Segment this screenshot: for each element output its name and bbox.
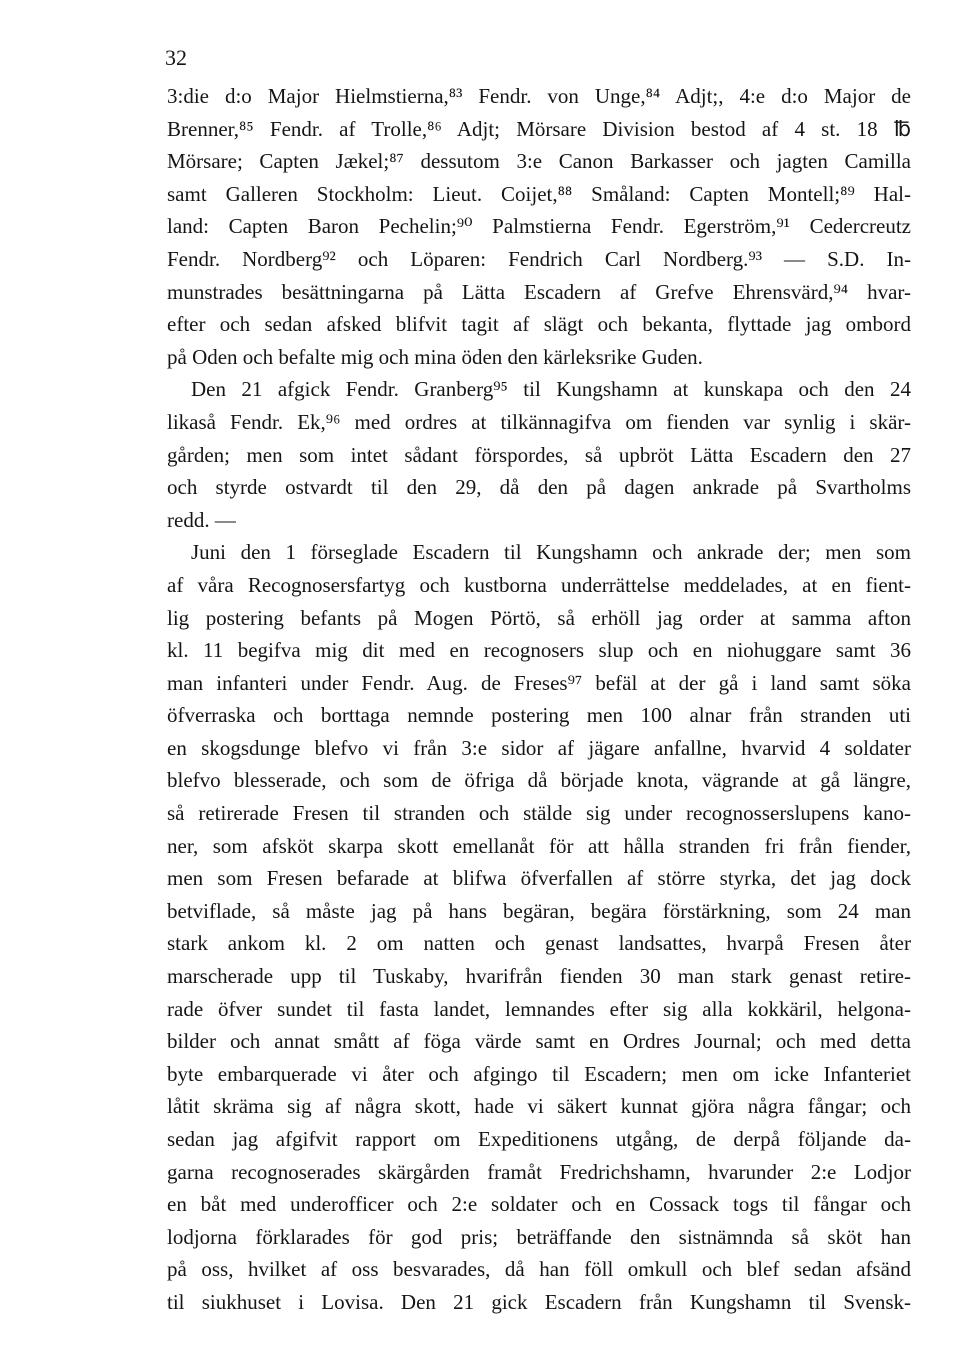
text-line: så retirerade Fresen til stranden och stälde sig under recognosserslupens kano- — [167, 801, 911, 826]
body-text — [167, 80, 911, 1319]
text-line: stark ankom kl. 2 om natten och genast landsattes, hvarpå Fresen åter — [167, 931, 911, 956]
text-line: låtit skräma sig af några skott, hade vi säkert kunnat gjöra några fångar; och — [167, 1094, 911, 1119]
text-line: likaså Fendr. Ek,⁹⁶ med ordres at tilkännagifva om fienden var synlig i skär- — [167, 409, 911, 434]
text-line: af våra Recognosersfartyg och kustborna underrättelse meddelades, at en fient- — [167, 572, 911, 597]
text-line: redd. — — [167, 507, 236, 532]
text-line: gården; men som intet sådant förspordes, så upbröt Lätta Escadern den 27 — [167, 442, 911, 467]
text-line: på Oden och befalte mig och mina öden den kärleksrike Guden. — [167, 344, 703, 369]
text-line: Brenner,⁸⁵ Fendr. af Trolle,⁸⁶ Adjt; Mörsare Division bestod af 4 st. 18 ℔ — [167, 116, 911, 141]
text-line: blefvo blesserade, och som de öfriga då började knota, vägrande at gå längre, — [167, 768, 911, 793]
text-line: Den 21 afgick Fendr. Granberg⁹⁵ til Kungshamn at kunskapa och den 24 — [191, 377, 911, 402]
text-line: en skogsdunge blefvo vi från 3:e sidor af jägare anfallne, hvarvid 4 soldater — [167, 735, 911, 760]
text-line: öfverraska och borttaga nemnde postering men 100 alnar från stranden uti — [167, 703, 911, 728]
text-line: bilder och annat smått af föga värde samt en Ordres Journal; och med detta — [167, 1029, 911, 1054]
text-line: efter och sedan afsked blifvit tagit af slägt och bekanta, flyttade jag ombord — [167, 312, 911, 337]
text-line: 3:die d:o Major Hielmstierna,⁸³ Fendr. von Unge,⁸⁴ Adjt;, 4:e d:o Major de — [167, 84, 911, 108]
page-number: 32 — [165, 45, 187, 70]
text-line: på oss, hvilket af oss besvarades, då han föll omkull och blef sedan afsänd — [167, 1257, 911, 1282]
text-line: kl. 11 begifva mig dit med en recognosers slup och en niohuggare samt 36 — [167, 638, 911, 663]
text-line: sedan jag afgifvit rapport om Expeditionens utgång, de derpå följande da- — [167, 1127, 911, 1151]
text-line: lodjorna förklarades för god pris; beträffande den sistnämnda så sköt han — [167, 1224, 911, 1249]
text-line: Mörsare; Capten Jækel;⁸⁷ dessutom 3:e Canon Barkasser och jagten Camilla — [167, 149, 911, 174]
text-line: en båt med underofficer och 2:e soldater och en Cossack togs til fångar och — [167, 1192, 911, 1217]
text-line: lig postering befants på Mogen Pörtö, så erhöll jag order at samma afton — [167, 605, 911, 630]
text-line: ner, som afsköt skarpa skott emellanåt för att hålla stranden fri från fiender, — [167, 833, 911, 858]
text-line: rade öfver sundet til fasta landet, lemnandes efter sig alla kokkäril, helgona- — [167, 996, 911, 1021]
text-line: man infanteri under Fendr. Aug. de Freses⁹⁷ befäl at der gå i land samt söka — [167, 670, 911, 695]
text-line: samt Galleren Stockholm: Lieut. Coijet,⁸⁸ Småland: Capten Montell;⁸⁹ Hal- — [167, 181, 911, 206]
text-line: land: Capten Baron Pechelin;⁹⁰ Palmstierna Fendr. Egerström,⁹¹ Cedercreutz — [167, 214, 911, 239]
text-line: men som Fresen befarade at blifwa öfverfallen af större styrka, det jag dock — [167, 866, 911, 891]
text-line: garna recognoserades skärgården framåt Fredrichshamn, hvarunder 2:e Lodjor — [167, 1159, 911, 1184]
text-line: betviflade, så måste jag på hans begäran, begära förstärkning, som 24 man — [167, 898, 911, 923]
text-line: til siukhuset i Lovisa. Den 21 gick Escadern från Kungshamn til Svensk- — [167, 1289, 911, 1314]
text-line: marscherade upp til Tuskaby, hvarifrån fienden 30 man stark genast retire- — [167, 964, 911, 989]
text-line: Juni den 1 förseglade Escadern til Kungshamn och ankrade der; men som — [191, 540, 911, 565]
text-line: och styrde ostvardt til den 29, då den på dagen ankrade på Svartholms — [167, 475, 911, 500]
text-line: munstrades besättningarna på Lätta Escadern af Grefve Ehrensvärd,⁹⁴ hvar- — [167, 279, 911, 304]
text-line: Fendr. Nordberg⁹² och Löparen: Fendrich Carl Nordberg.⁹³ — S.D. In- — [167, 246, 911, 271]
text-line: byte embarquerade vi åter och afgingo til Escadern; men om icke Infanteriet — [167, 1061, 911, 1086]
